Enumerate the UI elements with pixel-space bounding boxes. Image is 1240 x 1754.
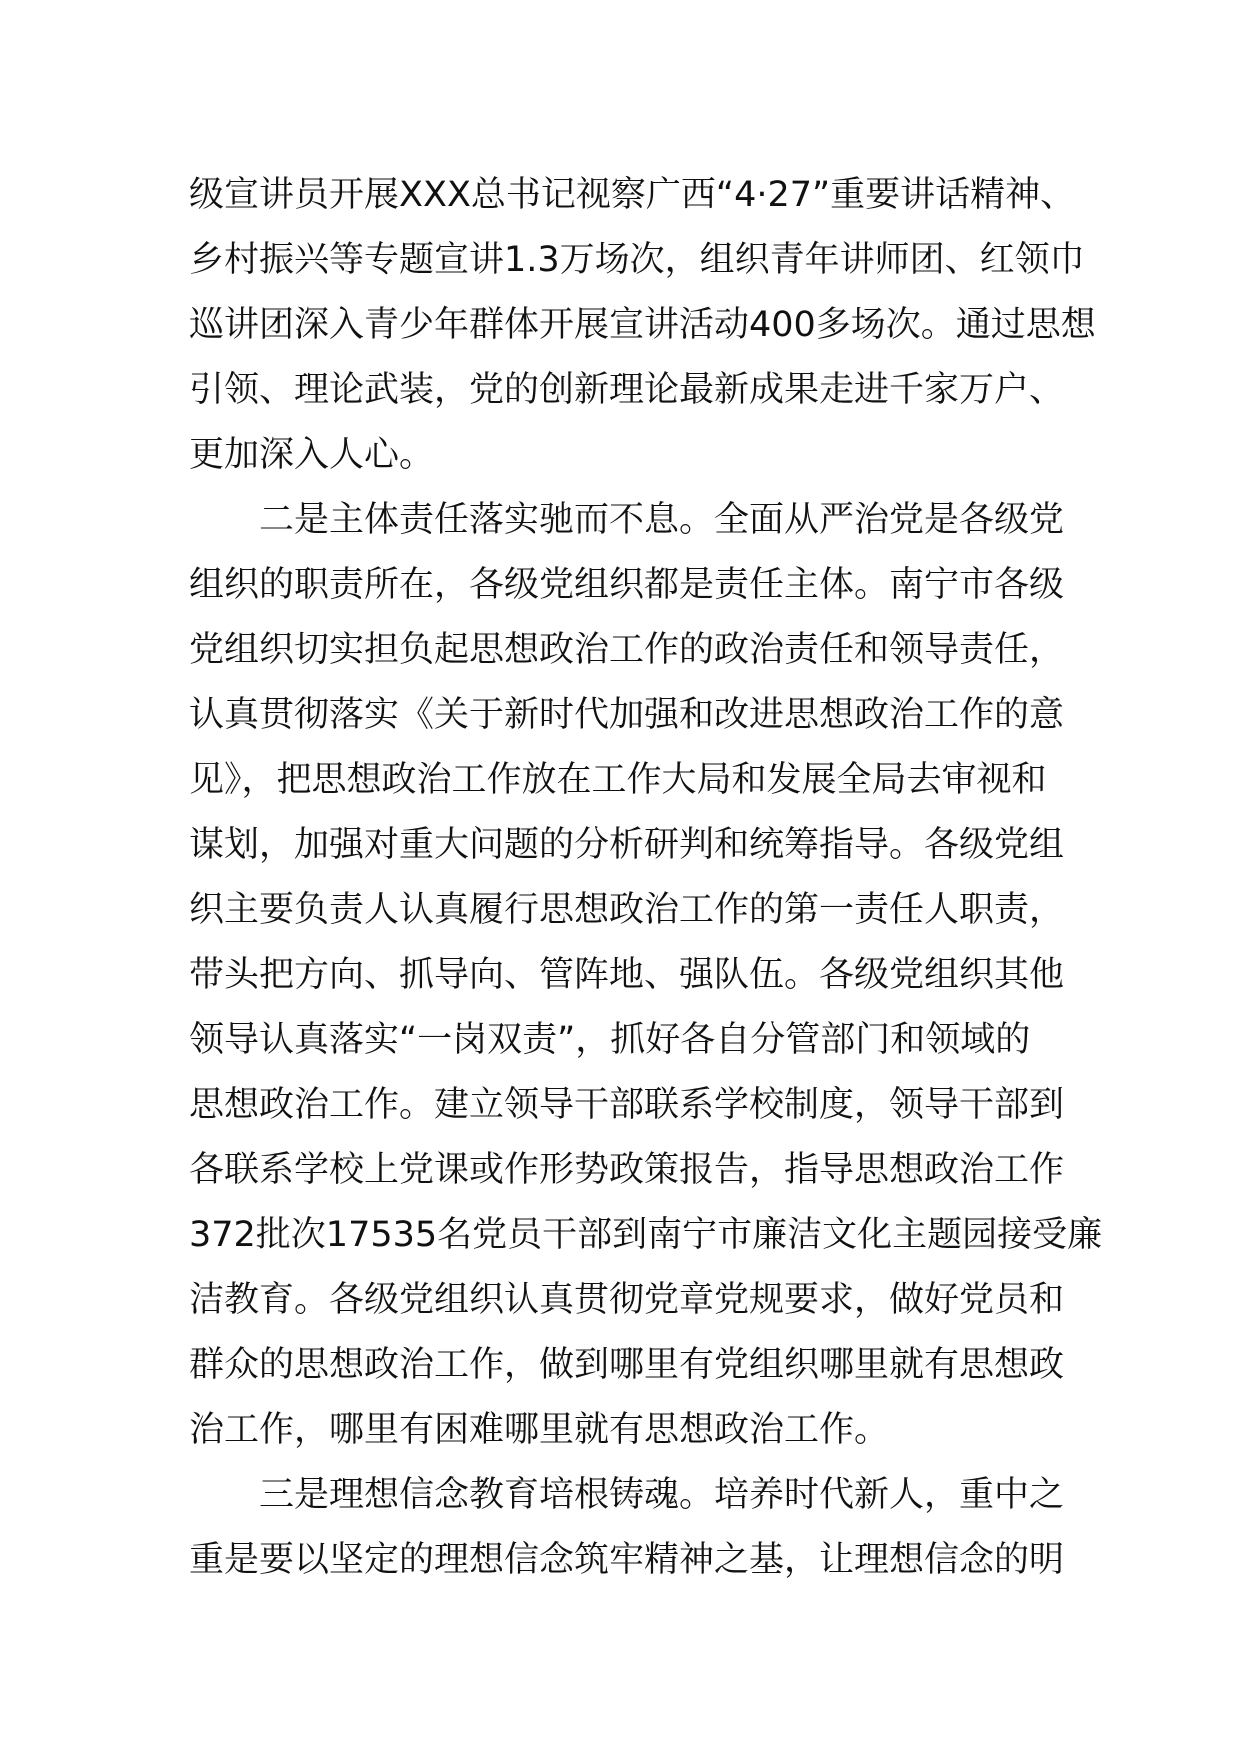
text-line: 乡村振兴等专题宣讲1.3万场次，组织青年讲师团、红领巾 [189,240,1085,280]
text-line: 思想政治工作。建立领导干部联系学校制度，领导干部到 [189,1085,1065,1125]
text-line: 组织的职责所在，各级党组织都是责任主体。南宁市各级 [189,565,1065,605]
text-line: 巡讲团深入青少年群体开展宣讲活动400多场次。通过思想 [189,305,1096,345]
text-line: 级宣讲员开展XXX总书记视察广西“4·27”重要讲话精神、 [189,175,1076,215]
text-line: 更加深入人心。 [189,435,435,475]
text-line: 引领、理论武装，党的创新理论最新成果走进千家万户、 [189,370,1065,410]
text-line: 各联系学校上党课或作形势政策报告，指导思想政治工作 [189,1150,1065,1190]
text-line: 织主要负责人认真履行思想政治工作的第一责任人职责， [189,890,1065,930]
text-line: 认真贯彻落实《关于新时代加强和改进思想政治工作的意 [189,695,1065,735]
text-line: 治工作，哪里有困难哪里就有思想政治工作。 [189,1410,890,1450]
text-line: 372批次17535名党员干部到南宁市廉洁文化主题园接受廉 [189,1215,1103,1255]
body-text [189,163,1103,1593]
text-line: 群众的思想政治工作，做到哪里有党组织哪里就有思想政 [189,1345,1065,1385]
text-line: 党组织切实担负起思想政治工作的政治责任和领导责任， [189,630,1065,670]
text-line: 谋划，加强对重大问题的分析研判和统筹指导。各级党组 [189,825,1065,865]
text-line: 见》，把思想政治工作放在工作大局和发展全局去审视和 [189,760,1047,800]
paragraph-start-line: 三是理想信念教育培根铸魂。培养时代新人，重中之 [259,1475,1065,1515]
text-line: 领导认真落实“一岗双责”，抓好各自分管部门和领域的 [189,1020,1031,1060]
paragraph-start-line: 二是主体责任落实驰而不息。全面从严治党是各级党 [259,500,1065,540]
text-line: 洁教育。各级党组织认真贯彻党章党规要求，做好党员和 [189,1280,1065,1320]
text-line: 重是要以坚定的理想信念筑牢精神之基，让理想信念的明 [189,1540,1065,1580]
text-line: 带头把方向、抓导向、管阵地、强队伍。各级党组织其他 [189,955,1065,995]
